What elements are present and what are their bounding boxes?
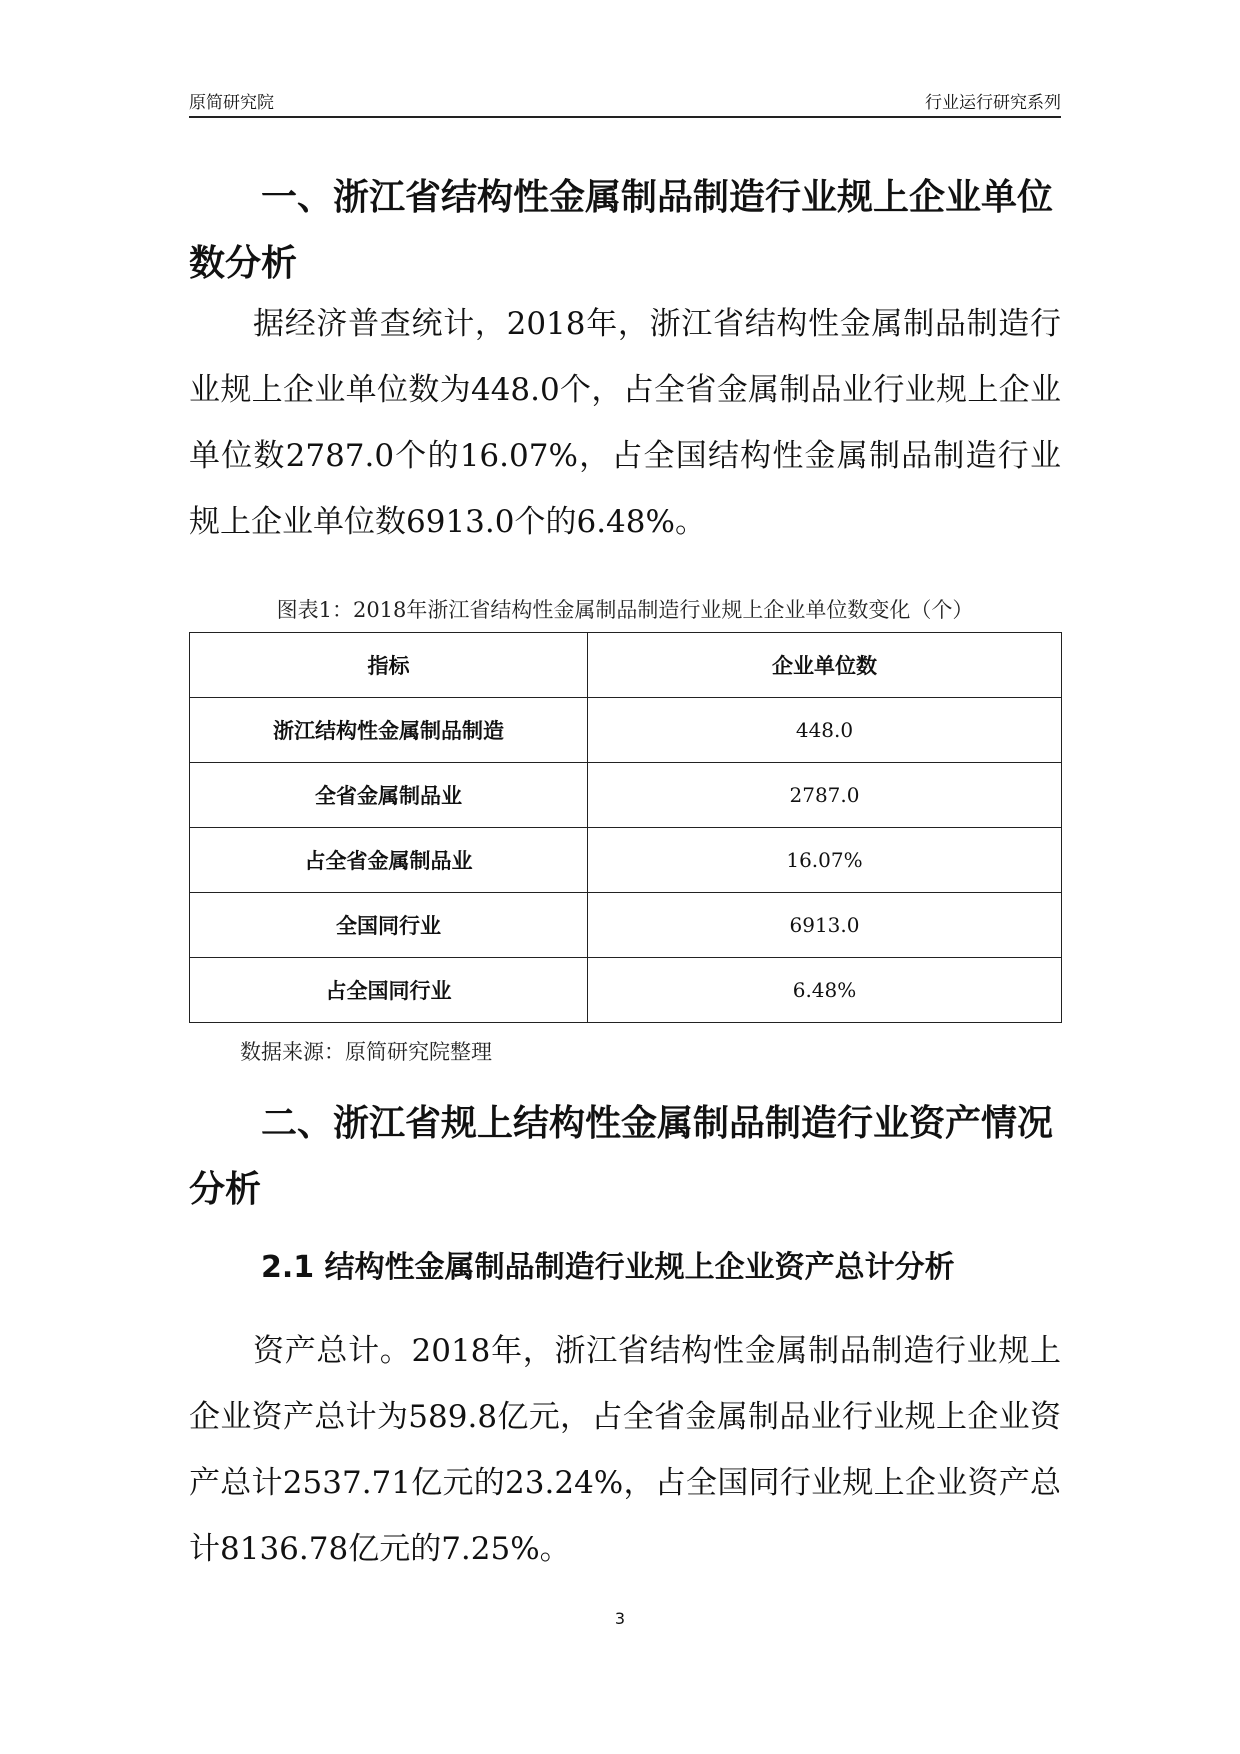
table-row	[190, 828, 1062, 893]
section-2-title: 二、浙江省规上结构性金属制品制造行业资产情况分析	[189, 1103, 1054, 1210]
section-2-paragraph: 资产总计。2018年，浙江省结构性金属制品制造行业规上企业资产总计为589.8亿元，占全省金属制品业行业规上企业资产总计2537.71亿元的23.24%，占全国同行业规上企业资产总计8136.78亿元的7.25%。	[189, 1333, 1061, 1567]
row-value: 2787.0	[588, 763, 1062, 828]
page-number: 3	[614, 1609, 626, 1628]
section-1-paragraph: 据经济普查统计，2018年，浙江省结构性金属制品制造行业规上企业单位数为448.0个，占全省金属制品业行业规上企业单位数2787.0个的16.07%，占全国结构性金属制品制造行业规上企业单位数6913.0个的6.48%。	[189, 306, 1061, 540]
row-label: 浙江结构性金属制品制造	[190, 698, 588, 763]
row-value: 16.07%	[588, 828, 1062, 893]
header-series-name: 行业运行研究系列	[925, 93, 1061, 113]
table-source-note: 数据来源：原简研究院整理	[240, 1040, 492, 1064]
header-indicator: 指标	[190, 633, 588, 698]
row-value: 6913.0	[588, 893, 1062, 958]
table-row	[190, 763, 1062, 828]
table-header-row	[190, 633, 1062, 698]
header-org-name: 原简研究院	[189, 93, 274, 113]
section-2-1-subtitle: 2.1 结构性金属制品制造行业规上企业资产总计分析	[261, 1250, 955, 1285]
row-value: 448.0	[588, 698, 1062, 763]
row-label: 全省金属制品业	[190, 763, 588, 828]
table-row	[190, 698, 1062, 763]
row-value: 6.48%	[588, 958, 1062, 1023]
row-label: 占全国同行业	[190, 958, 588, 1023]
section-1-title: 一、浙江省结构性金属制品制造行业规上企业单位数分析	[189, 177, 1054, 284]
table-row	[190, 958, 1062, 1023]
table-row	[190, 893, 1062, 958]
enterprise-count-table	[189, 632, 1062, 1023]
row-label: 全国同行业	[190, 893, 588, 958]
table-caption: 图表1：2018年浙江省结构性金属制品制造行业规上企业单位数变化（个）	[276, 598, 974, 622]
header-enterprise-count: 企业单位数	[588, 633, 1062, 698]
page-header	[189, 88, 1061, 118]
row-label: 占全省金属制品业	[190, 828, 588, 893]
